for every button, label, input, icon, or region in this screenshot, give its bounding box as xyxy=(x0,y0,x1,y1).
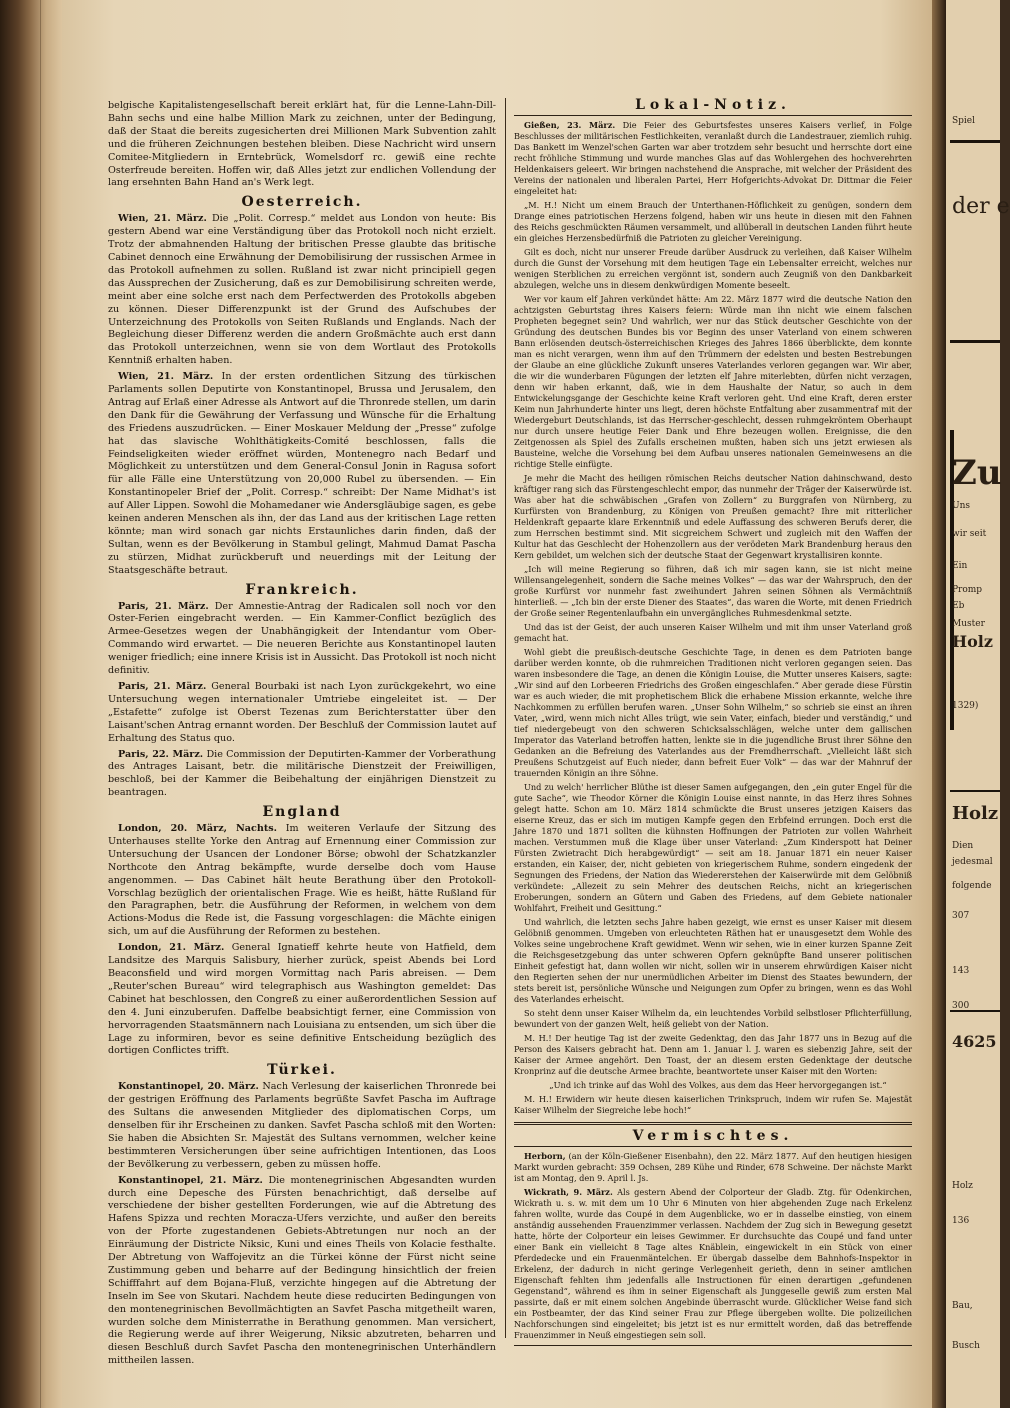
divider xyxy=(514,115,912,116)
article-text: Als gestern Abend der Colporteur der Gladb. Ztg. für Odenkirchen, Wickrath u. s. w. mit dem um 10 Uhr 6 Minuten von hier abgehenden Zuge nach Erkelenz fahren wollte, wurde das Coupé in dem Augenblicke, wo er in dasselbe einstieg, von einem anständig aussehenden Frauenzimmer verlassen. Nachdem der Zug sich in Bewegung gesetzt hatte, hörte der Colporteur ein leises Gewimmer. Er durchsuchte das Coupé und fand unter einer Bank ein vielleicht 8 Tage altes Knäblein, eingewickelt in ein Stück von einer Pferdedecke und ein Frauenmäntelchen. Er übergab dasselbe dem Bahnhofs-Inspektor in Erkelenz, der dadurch in nicht geringe Verlegenheit gerieth, denn in seiner amtlichen Eigenschaft fehlten ihm jedenfalls alle Instructionen für einen derartigen „gefundenen Gegenstand“, während es ihm in seiner Eigenschaft als Junggeselle gewiß zum ersten Mal passirte, daß er mit einem solchen Angebinde überrascht wurde. Glücklicher Weise fand sich ein Postbeamter, der das Kind seiner Frau zur Pflege übergeben wollte. Die polizeilichen Nachforschungen sind eingeleitet; bis jetzt ist es nur ermittelt worden, daß das betreffende Frauenzimmer in Neuß eingestiegen sein soll. xyxy=(514,1187,912,1340)
article-paragraph xyxy=(108,749,496,801)
speech-paragraph: Und das ist der Geist, der auch unseren Kaiser Wilhelm und mit ihm unser Vaterland groß gemacht hat. xyxy=(514,622,912,643)
adjacent-border xyxy=(950,790,1000,792)
speech-paragraph: Je mehr die Macht des heiligen römischen Reichs deutscher Nation dahinschwand, desto kräftiger rang sich das Fürstengeschlecht empor, das nunmehr der Träger der Kaiserwürde ist. Was aber hat die schwäbischen „Grafen von Zollern“ zu Burggrafen von Nürnberg, zu Kurfürsten von Brandenburg, zu Königen von Preußen gemacht? Ihre mit ritterlicher Heldenkraft gepaarte klare Erkenntniß und edele Auffassung des schweren Berufs derer, die zum Herrschen bestimmt sind. Mit sicgreichem Schwert und zugleich mit den Waffen der Kultur hat das Geschlecht der Hohenzollern aus der verödeten Mark Brandenburg heraus den Kern gebildet, um welchen sich der deutsche Staat der Gegenwart krystallisiren konnte. xyxy=(514,473,912,560)
dateline: Gießen, 23. März. xyxy=(524,120,616,130)
article-text: (an der Köln-Gießener Eisenbahn), den 22. März 1877. Auf den heutigen hiesigen Markt wurden gebracht: 359 Ochsen, 289 Kühe und Rinder, 678 Schweine. Der nächste Markt ist am Montag, den 9. April l. Js. xyxy=(514,1151,912,1183)
divider xyxy=(514,1345,912,1346)
fragment-text: Holz xyxy=(952,803,999,824)
dateline: London, 21. März. xyxy=(118,942,225,954)
adjacent-border xyxy=(950,340,1000,343)
speech-paragraph: Gilt es doch, nicht nur unserer Freude darüber Ausdruck zu verleihen, daß Kaiser Wilhelm durch die Gunst der Vorsehung mit dem heutigen Tage ein Lebensalter erreicht, welches nur wenigen Sterblichen zu erreichen vergönnt ist, sondern auch Zeugniß von den Dankbarkeit abzulegen, welche uns in diesem denkwürdigen Momente beseelt. xyxy=(514,247,912,290)
article-text: In der ersten ordentlichen Sitzung des türkischen Parlaments sollen Deputirte von Konstantinopel, Brussa und Jerusalem, den Antrag auf Erlaß einer Adresse als Antwort auf die Thronrede stellen, um darin den Dank für die Gewährung der Verfassung und Wünsche für die Erhaltung des Friedens auszudrücken. — Einer Moskauer Meldung der „Presse“ zufolge hat das slavische Wohlthätigkeits-Comité beschlossen, falls die Feindseligkeiten wieder eröffnet würden, Montenegro nach Bedarf und Möglichkeit zu unterstützen und dem General-Consul Jonin in Ragusa sofort für alle Fälle eine Unterstützung von 20,000 Rubel zu übersenden. — Ein Konstantinopeler Brief der „Polit. Corresp.“ schreibt: Der Name Midhat's ist auf Aller Lippen. Sowohl die Mohamedaner wie Andersgläubige sagen, es gebe keinen anderen Menschen als ihn, der das Land aus der kritischen Lage retten könnte; man wird sonach gar nichts Erstaunliches darin finden, daß der Sultan, wenn es der Bevölkerung in Stambul gelingt, Mahmud Damat Pascha zu stürzen, Midhat zurückberuft und neuerdings mit der Leitung der Staatsgeschäfte betraut. xyxy=(108,371,496,576)
fragment-text: der e xyxy=(952,194,1010,219)
article-paragraph xyxy=(108,1175,496,1369)
speech-paragraph: Und zu welch' herrlicher Blüthe ist dieser Samen aufgegangen, den „ein guter Engel für die gute Sache“, wie Theodor Körner die Königin Louise einst nannte, in das Herz ihres Sohnes gelegt hatte. Schon am 10. März 1814 schmückte die Brust unseres jetzigen Kaisers das eiserne Kreuz, das er sich im mutigen Kampfe gegen den Erbfeind errungen. Doch erst die Jahre 1870 und 1871 sollten die kühnsten Hoffnungen der Patrioten zur vollen Wahrheit machen. Verstummen muß die Klage über unser Vaterland: „Zum Kinderspott hat Deiner Fürsten Zwietracht Dich herabgewürdigt“ — seit am 18. Januar 1871 ein neuer Kaiser erstanden, ein Kaiser, der, nicht gebieten von kriegerischem Ruhme, sondern eingedenk der Segnungen des Friedens, der Nation das Wiedererstehen der Kaiserwürde mit dem Gelöbniß verkündete: „Allezeit zu sein Mehrer des deutschen Reichs, nicht an kriegerischen Eroberungen, sondern an Gütern und Gaben des Friedens, auf dem Gebiete nationaler Wohlfahrt, Freiheit und Gesittung.“ xyxy=(514,782,912,913)
dateline: Paris, 21. März. xyxy=(118,600,209,612)
fragment-text: 307 xyxy=(952,911,970,921)
article-text: General Bourbaki ist nach Lyon zurückgekehrt, wo eine Untersuchung wegen internationaler Umtriebe eingeleitet ist. — Der „Estafette“ zufolge ist Oberst Tezenas zum Berichterstatter über den Laisant'schen Antrag ernannt worden. Der Beschluß der Commission lautet auf Erhaltung des Status quo. xyxy=(108,680,496,744)
intro-paragraph: belgische Kapitalistengesellschaft bereit erklärt hat, für die Lenne-Lahn-Dill-Bahn sechs und eine halbe Million Mark zu zeichnen, unter der Bedingung, daß der Staat die bereits zugesicherten drei Millionen Mark Subvention zahlt und die früheren Zeichnungen bestehen bleiben. Diese Nachricht wird unsern Comitee-Mitgliedern in Erntebrück, Womelsdorf rc. gewiß eine rechte Osterfreude bereiten. Hoffen wir, daß Alles jetzt zur endlichen Vollendung der lang ersehnten Bahn Hand an's Werk legt. xyxy=(108,100,496,189)
dateline: Paris, 21. März. xyxy=(118,680,207,692)
page-gutter xyxy=(932,0,946,1408)
section-heading-lokal-notiz: Lokal-Notiz. xyxy=(635,97,791,113)
speech-paragraph: M. H.! Erwidern wir heute diesen kaiserlichen Trinkspruch, indem wir rufen Se. Majestät Kaiser Wilhelm der Siegreiche lebe hoch!“ xyxy=(514,1094,912,1115)
fragment-text: Spiel xyxy=(952,116,976,126)
fragment-text: 300 xyxy=(952,1001,970,1011)
fragment-text: Holz xyxy=(952,632,993,651)
article-text: Im weiteren Verlaufe der Sitzung des Unterhauses stellte Yorke den Antrag auf Ernennung einer Commission zur Untersuchung der Usancen der Londoner Börse; obwohl der Schatzkanzler Northcote den Antrag bekämpfte, wurde derselbe doch vom Hause angenommen. — Das Cabinet hält heute Berathung über den Protokoll-Vorschlag bezüglich der orientalischen Frage. Wie es heißt, hätte Rußland für den Paragraphen, betr. die Ausführung der Reformen, in welchem von dem Actions-Modus die Rede ist, die Fassung vorgeschlagen: die Mächte einigen sich, um auf die Ausführung der Reformen zu bestehen. xyxy=(108,823,496,938)
book-spine xyxy=(0,0,62,1408)
fragment-text: Dien xyxy=(952,841,974,851)
speech-paragraph: Wer vor kaum elf Jahren verkündet hätte: Am 22. März 1877 wird die deutsche Nation den achtzigsten Geburtstag ihres Kaisers feiern: Würde man ihn nicht wie einem falschen Propheten begegnet sein? Und wahrlich, wer nur das Stück deutscher Geschichte von der Gründung des deutschen Bundes bis vor Beginn des unser Vaterland von einem schweren Bann erlösenden deutsch-österreichischen Krieges des Jahres 1866 überblickte, dem konnte man es nicht verargen, wenn ihm auf den Trümmern der edelsten und besten Bestrebungen der Glaube an eine glückliche Zukunft unseres Vaterlandes verloren gegangen war. Wir aber, die wir die wunderbaren Fügungen der letzten elf Jahre miterlebten, dürfen nicht verzagen, denn wir haben erkannt, daß, wie in dem Haushalte der Natur, so auch in dem Entwickelungsgange der Geschichte keine Kraft verloren geht. Und eine Kraft, deren erster Keim nun Jahrhunderte hinter uns liegt, deren höchste Entfaltung aber zusammentraf mit der Wiedergeburt Deutschlands, ist das Herrscher-geschlecht, dessen ruhmgekröntem Oberhaupt nur durch unsere heutige Feier Dank und Ehre bezeugen wollen. Ereignisse, die den Zeitgenossen als Spiel des Zufalls erscheinen mußten, haben sich uns jetzt erwiesen als Bausteine, welche die Vorsehung bei dem Aufbau unseres nationalen Gemeinwesens an die richtige Stelle einfügte. xyxy=(514,294,912,469)
adjacent-page xyxy=(946,0,1010,1408)
article-text: General Ignatieff kehrte heute von Hatfield, dem Landsitze des Marquis Salisbury, hierher zurück, speist Abends bei Lord Beaconsfield und wird morgen Vormittag nach Paris abreisen. — Dem „Reuter'schen Bureau“ wird telegraphisch aus Washington gemeldet: Das Cabinet hat beschlossen, den Congreß zu einer außerordentlichen Session auf den 4. Juni einzuberufen. Daffelbe beabsichtigt ferner, eine Commission von hervorragenden Staatsmännern nach Louisiana zu entsenden, um sich über die Lage zu informiren, bevor es seine definitive Entscheidung bezüglich des dortigen Conflictes trifft. xyxy=(108,942,496,1057)
speech-paragraph: So steht denn unser Kaiser Wilhelm da, ein leuchtendes Vorbild selbstloser Pflichterfüllung, bewundert von der ganzen Welt, heiß geliebt von der Nation. xyxy=(514,1008,912,1029)
article-text: Die „Polit. Corresp.“ meldet aus London von heute: Bis gestern Abend war eine Verständigung über das Protokoll noch nicht erzielt. Trotz der abmahnenden Haltung der britischen Presse glaubte das britische Cabinet dennoch eine Erwähnung der Demobilisirung der russischen Armee in das Protokoll aufnehmen zu sollen. Rußland ist zwar nicht principiell gegen das Aussprechen der Zusicherung, daß es zur Demobilisirung schreiten werde, meint aber eine solche erst nach dem Perfectwerden des Protokolls abgeben zu können. Dieser Differenzpunkt ist der Grund des Aufschubes der Unterzeichnung des Protokolls von Seiten Rußlands und Englands. Nach der Begleichung dieser Differenz werden die andern Großmächte auch erst dann das Protokoll unterzeichnen, wenn sie von dem Wortlaut des Protokolls Kenntniß erhalten haben. xyxy=(108,213,496,367)
section-heading-oesterreich: Oesterreich. xyxy=(241,194,363,211)
fragment-text: 143 xyxy=(952,966,970,976)
dateline: Konstantinopel, 20. März. xyxy=(118,1081,259,1093)
right-column xyxy=(514,97,913,1350)
dateline: Wickrath, 9. März. xyxy=(524,1187,613,1197)
article-paragraph xyxy=(108,942,496,1058)
fragment-text: Holz xyxy=(952,1181,973,1191)
fragment-text: Zu xyxy=(952,453,1002,493)
adjacent-border xyxy=(950,140,1000,143)
speech-paragraph: „M. H.! Nicht um einem Brauch der Unterthanen-Höflichkeit zu genügen, sondern dem Drange eines patriotischen Herzens folgend, haben wir uns heute in diesen mit den Fahnen des Reichs geschmückten Räumen versammelt, und allüberall in deutschen Landen führt heute ein gleiches Herzensbedürfniß die Patrioten zu gleicher Vereinigung. xyxy=(514,200,912,243)
article-text: Nach Verlesung der kaiserlichen Thronrede bei der gestrigen Eröffnung des Parlaments begrüßte Savfet Pascha im Auftrage des Sultans die anwesenden Mitglieder des diplomatischen Corps, um denselben für ihr Erscheinen zu danken. Savfet Pascha schloß mit den Worten: Sie haben die Absichten Sr. Majestät des Sultans vernommen, welcher keine bestimmteren Versicherungen über seine aufrichtigen Intentionen, das Loos der Bevölkerung zu verbessern, geben zu müssen hoffe. xyxy=(108,1081,496,1170)
article-paragraph xyxy=(108,681,496,746)
fragment-text: Busch xyxy=(952,1341,980,1351)
fragment-text: 4625 xyxy=(952,1032,997,1051)
section-heading-vermischtes: Vermischtes. xyxy=(632,1128,794,1144)
article-paragraph xyxy=(514,120,912,197)
fragment-text: folgende xyxy=(952,881,992,891)
speech-paragraph: M. H.! Der heutige Tag ist der zweite Gedenktag, den das Jahr 1877 uns in Bezug auf die Person des Kaisers gebracht hat. Denn am 1. Januar l. J. waren es siebenzig Jahre, seit der Kaiser der Armee angehört. Den Toast, der an diesem ersten Gedenktage der deutsche Kronprinz auf die deutsche Armee brachte, beantwortete unser Kaiser mit den Worten: xyxy=(514,1033,912,1076)
article-paragraph xyxy=(108,601,496,678)
fragment-text: Eb xyxy=(952,601,965,611)
speech-paragraph: Und wahrlich, die letzten sechs Jahre haben gezeigt, wie ernst es unser Kaiser mit diesem Gelöbniß genommen. Umgeben von erleuchteten Räthen hat er unausgesetzt dem Wohle des Volkes seine ungebrochene Kraft gewidmet. Wenn wir sehen, wie in einer kurzen Spanne Zeit die Reichsgesetzgebung das unter schweren Opfern geknüpfte Band unserer politischen Einheit gefestigt hat, dann wollen wir nicht, sollen wir in unserem ehrwürdigen Kaiser nicht den Regierten sehen der nur unermüdlichen Arbeiter im Dienst des Staates bewundern, der stets bereit ist, persönliche Wünsche und Neigungen zum Opfer zu bringen, wenn es das Wohl des Vaterlandes erheischt. xyxy=(514,917,912,1004)
fragment-text: Bau, xyxy=(952,1301,973,1311)
dateline: Wien, 21. März. xyxy=(118,371,214,383)
divider xyxy=(514,1122,912,1125)
left-column xyxy=(108,100,496,1371)
fragment-text: 136 xyxy=(952,1216,970,1226)
fragment-text: jedesmal xyxy=(952,857,993,867)
dateline: Paris, 22. März. xyxy=(118,748,204,760)
article-text: Die Feier des Geburtsfestes unseres Kaisers verlief, in Folge Beschlusses der militärischen Festlichkeiten, veranlaßt durch die Landestrauer, ziemlich ruhig. Das Bankett im Wenzel'schen Garten war aber trotzdem sehr besucht und herrschte dort eine recht fröhliche Stimmung und wurde manches Glas auf das Wohlergehen des hochverehrten Heldenkaisers geleert. Wir bringen nachstehend die Ansprache, mit welcher der Präsident des Vereins der nationalen und liberalen Partei, Herr Hofgerichts-Advokat Dr. Dittmar die Feier eingeleitet hat: xyxy=(514,120,913,196)
column-rule xyxy=(505,98,506,1338)
article-paragraph xyxy=(514,1151,912,1184)
section-heading-england: England xyxy=(262,804,342,821)
divider xyxy=(514,1146,912,1147)
fragment-text: 1329) xyxy=(952,701,979,711)
article-text: Die montenegrinischen Abgesandten wurden durch eine Depesche des Fürsten benachrichtigt, daß derselbe auf verschiedene der bisher gestellten Forderungen, wie auf die Abtretung des Hafens Spizza und rechten Moracza-Ufers verzichte, und außer den bereits von der Pforte zugestandenen Gebiets-Abtretungen nur noch an der Einräumung der Districte Niksic, Kuni und eines Theils von Kolacie festhalte. Der Abtretung von Waffojevitz an die Türkei könne der Fürst nicht seine Zustimmung geben und beharre auf der Bedingung hinsichtlich der freien Schifffahrt auf dem Bojana-Fluß, verzichte hingegen auf die Abtretung der Inseln im See von Skutari. Nachdem heute diese reducirten Bedingungen von den montenegrinischen Bevollmächtigten an Savfet Pascha mitgetheilt waren, wurden solche dem Ministerrathe in Berathung genommen. Man versichert, die Regierung werde auf ihrer Weigerung, Niksic abzutreten, beharren und diesen Beschluß durch Savfet Pascha den montenegrinischen Unterhändlern mittheilen lassen. xyxy=(108,1174,496,1367)
toast-quote: „Und ich trinke auf das Wohl des Volkes, aus dem das Heer hervorgegangen ist.“ xyxy=(549,1080,887,1090)
article-paragraph xyxy=(108,371,496,578)
fragment-text: Ein xyxy=(952,561,968,571)
fragment-text: Muster xyxy=(952,619,985,629)
section-heading-tuerkei: Türkei. xyxy=(267,1062,337,1079)
dateline: Wien, 21. März. xyxy=(118,213,207,225)
article-paragraph xyxy=(514,1187,912,1341)
fragment-text: Promp xyxy=(952,585,983,595)
section-heading-frankreich: Frankreich. xyxy=(245,581,359,598)
article-paragraph xyxy=(108,213,496,368)
article-paragraph xyxy=(108,823,496,939)
speech-paragraph: „Ich will meine Regierung so führen, daß ich mir sagen kann, sie ist nicht meine Willensangelegenheit, sondern die Sache meines Volkes“ — das war der Wahrspruch, den der große Kurfürst vor nunmehr fast zweihundert Jahren seinen Söhnen als Vermächtniß hinterließ. — „Ich bin der erste Diener des Staates“, das waren die Worte, mit denen Friedrich der Große seiner Regentenlaufbahn ein unvergängliches Ruhmesdenkmal setzte. xyxy=(514,564,912,618)
article-text: Die Commission der Deputirten-Kammer der Vorberathung des Antrages Laisant, betr. die militärische Dienstzeit der Freiwilligen, beschloß, bei der Kammer die Beibehaltung der einjährigen Dienstzeit zu beantragen. xyxy=(108,748,496,799)
article-text: Der Amnestie-Antrag der Radicalen soll noch vor den Oster-Ferien eingebracht werden. — Ein Kammer-Conflict bezüglich des Armee-Gesetzes wegen der Unabhängigkeit der Intendantur vom Ober-Commando wird erwartet. — Die neueren Berichte aus Konstantinopel lauten weniger friedlich; eine innere Krisis ist in Aussicht. Das Protokoll ist noch nicht definitiv. xyxy=(108,600,497,677)
fragment-text: wir seit xyxy=(952,529,987,539)
dateline: London, 20. März, Nachts. xyxy=(118,823,277,835)
dateline: Herborn, xyxy=(524,1151,566,1161)
dateline: Konstantinopel, 21. März. xyxy=(118,1174,263,1186)
speech-paragraph: Wohl giebt die preußisch-deutsche Geschichte Tage, in denen es dem Patrioten bange darüber werden konnte, ob die ruhmreichen Traditionen nicht verloren gegangen seien. Das waren insbesondere die Tage, an denen die Königin Louise, die Mutter unseres Kaisers, sagte: „Wir sind auf den Lorbeeren Friedrichs des Großen eingeschlafen.“ Aber gerade diese Fürstin war es auch wieder, die mit prophetischem Blick die erhabene Mission erkannte, welche ihre Nachkommen zu erfüllen berufen waren. „Unser Sohn Wilhelm,“ so schrieb sie einst an ihren Vater, „wird, wenn mich nicht Alles trügt, wie sein Vater, einfach, bieder und verständig,“ und tief niedergebeugt von den schweren Schicksalsschlägen, welche unter dem gallischen Imperator das Vaterland betroffen hatten, lenkte sie in die jugendliche Brust ihrer Söhne den Gedanken an die Befreiung des Vaterlandes aus der Fremdherrschaft. „Vielleicht läßt sich Preußens Schutzgeist auf Euch nieder, dann befreit Euer Volk“ — das war der Mahnruf der trauernden Königin an ihre Söhne. xyxy=(514,647,912,778)
article-paragraph xyxy=(108,1081,496,1171)
fragment-text: Uns xyxy=(952,501,970,511)
